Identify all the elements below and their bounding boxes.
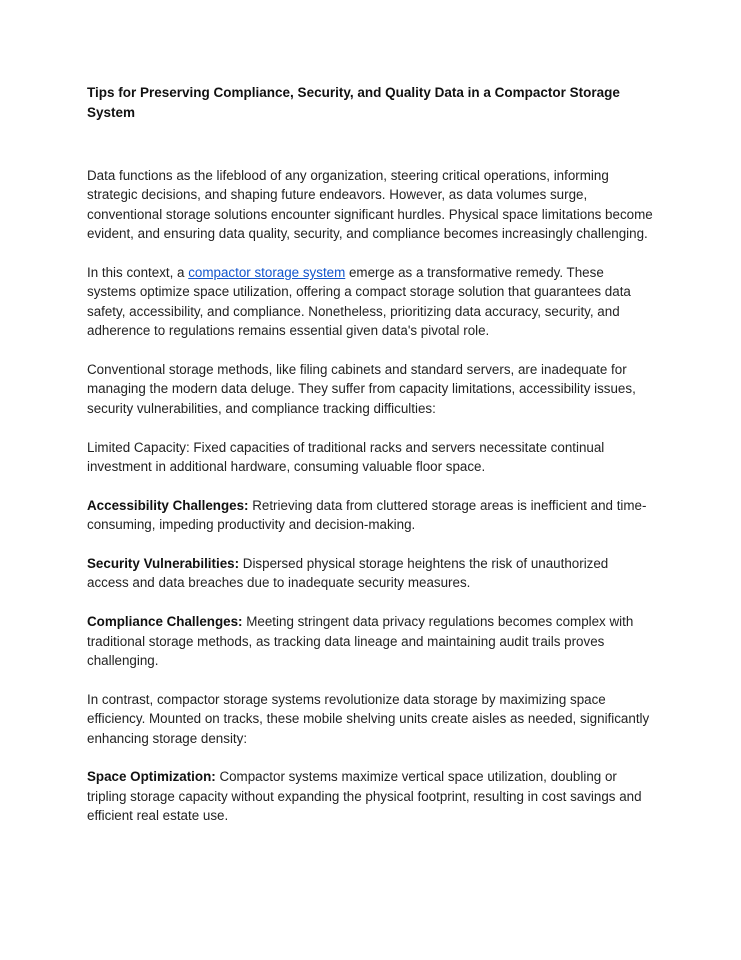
context-paragraph [87,263,653,341]
security-label: Security Vulnerabilities: [87,556,240,572]
security-text: Dispersed physical storage heightens the risk of unauthorized access and data breaches due to inadequate security measures. [87,556,609,591]
security-paragraph [87,554,653,593]
compliance-text: Meeting stringent data privacy regulations becomes complex with traditional storage methods, as tracking data lineage and maintaining audit trails proves challenging. [87,614,634,669]
space-optimization-paragraph [87,767,653,825]
context-text-before: In this context, a [87,265,189,281]
conventional-paragraph: Conventional storage methods, like filing cabinets and standard servers, are inadequate for managing the modern data deluge. They suffer from capacity limitations, accessibility issues, security vulnerabilities, and compliance tracking difficulties: [87,362,636,416]
space-optimization-text: Compactor systems maximize vertical space utilization, doubling or tripling storage capacity without expanding the physical footprint, resulting in cost savings and efficient real estate use. [87,769,642,824]
contrast-paragraph: In contrast, compactor storage systems revolutionize data storage by maximizing space efficiency. Mounted on tracks, these mobile shelving units create aisles as needed, significantly enhancing storage density: [87,691,650,746]
accessibility-label: Accessibility Challenges: [87,497,249,513]
context-text-after: emerge as a transformative remedy. These systems optimize space utilization, offering a compact storage solution that guarantees data safety, accessibility, and compliance. Nonetheless, prioritizing data accuracy, security, and adherence to regulations remains essential given data's pivotal role. [87,265,631,339]
accessibility-text: Retrieving data from cluttered storage areas is inefficient and time-consuming, impeding productivity and decision-making. [87,497,647,533]
accessibility-paragraph [87,496,653,535]
space-optimization-label: Space Optimization: [87,769,216,785]
compliance-paragraph [87,612,653,670]
compliance-label: Compliance Challenges: [87,614,243,630]
compactor-storage-system-link[interactable]: compactor storage system [188,265,346,281]
intro-paragraph: Data functions as the lifeblood of any organization, steering critical operations, informing strategic decisions, and shaping future endeavors. However, as data volumes surge, conventional storage solutions encounter significant hurdles. Physical space limitations become evident, and ensuring data quality, security, and compliance becomes increasingly challenging. [87,168,653,242]
limited-capacity-paragraph: Limited Capacity: Fixed capacities of traditional racks and servers necessitate continual investment in additional hardware, consuming valuable floor space. [87,439,605,475]
document-title: Tips for Preserving Compliance, Security, and Quality Data in a Compactor Storage System [87,85,620,120]
document-page [87,83,653,845]
